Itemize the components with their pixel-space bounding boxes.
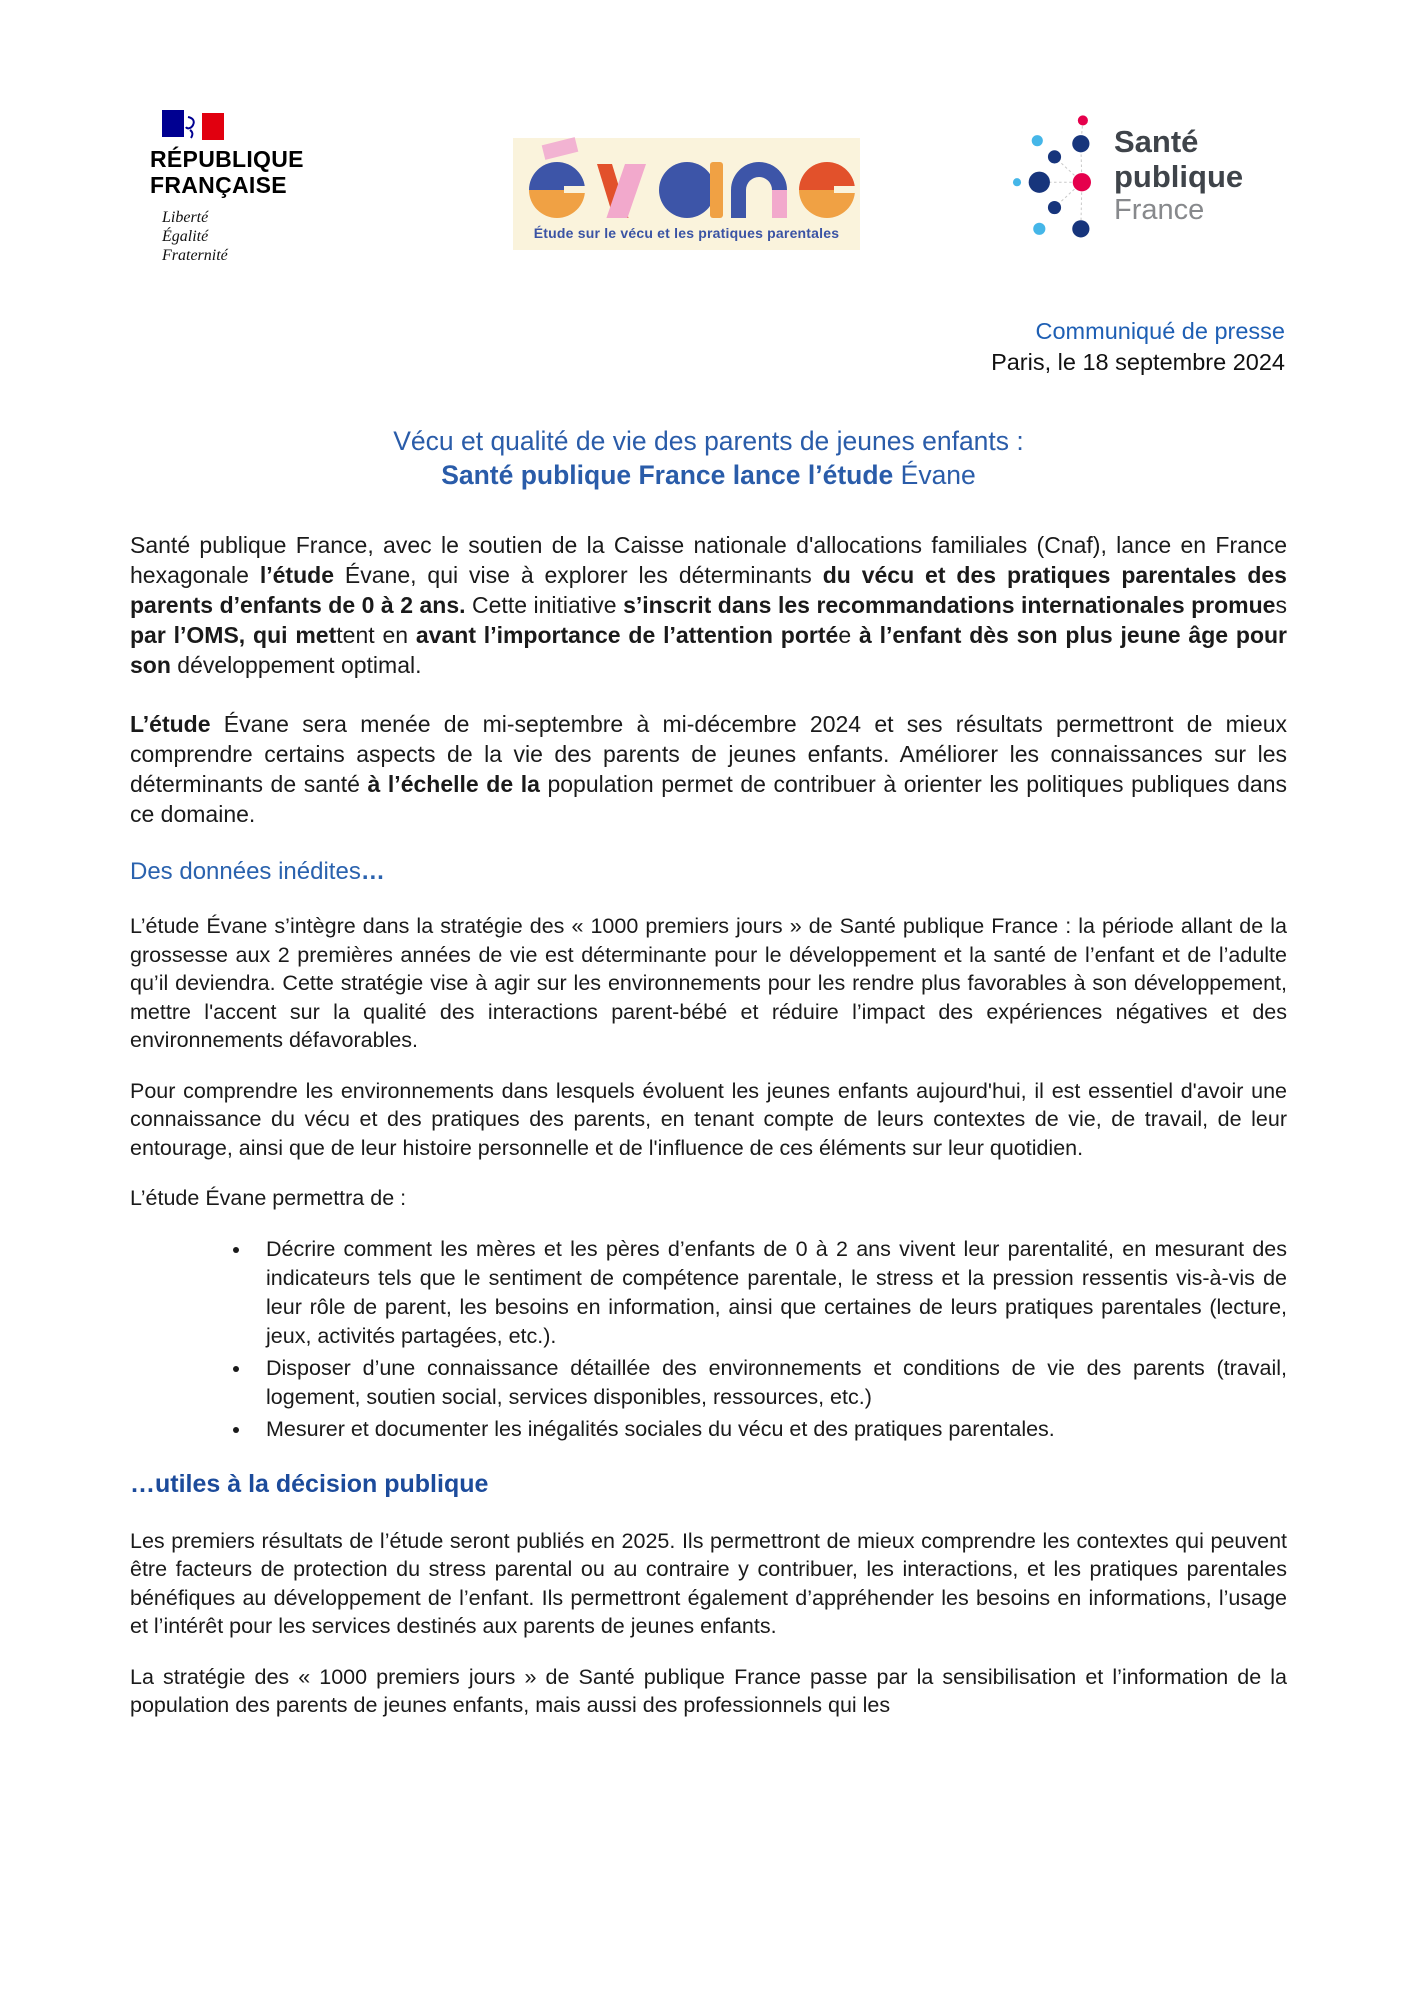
evane-letter-e1 [529,162,585,218]
page-title [130,424,1287,492]
section-heading-donnees-inedites: Des données inédites… [130,858,385,885]
article [130,424,1287,1742]
section-heading-decision-publique: …utiles à la décision publique [130,1469,489,1498]
press-meta [991,316,1285,378]
evane-letter-accent [542,137,579,160]
rf-name-line1: RÉPUBLIQUE [150,146,304,172]
article-body [130,530,1287,1720]
spf-text-sante: Santé [1114,124,1199,159]
spf-text-france: France [1114,194,1205,226]
evane-tagline: Étude sur le vécu et les pratiques parentales [533,225,840,241]
evane-letter-a-bar [710,162,723,218]
rf-motto [162,208,304,265]
spf-text-publique: publique [1114,159,1244,194]
press-release-label: Communiqué de presse [1035,318,1285,344]
evane-wordmark [513,138,860,220]
title-line2-bold: Santé publique France lance l’étude [441,460,894,490]
bullet-item: • Disposer d’une connaissance détaillée des environnements et conditions de vie des parents (travail, logement, soutien social, services disponibles, ressources, etc.) [252,1354,1287,1412]
objectifs-list [130,1235,1287,1444]
intro-paragraph-2: L’étude Évane sera menée de mi-septembre à mi-décembre 2024 et ses résultats permettront de mieux comprendre certains aspects de la vie des parents de jeunes enfants. Améliorer les connaissances sur les déterminants de santé à l’échelle de la population permet de contribuer à orienter les politiques publiques dans ce domaine. [130,711,1287,827]
sante-publique-france-logo [998,90,1243,242]
spf-network-icon [998,90,1110,242]
republique-francaise-logo [150,108,304,265]
french-flag-icon [162,108,226,142]
motto-liberte: Liberté [162,209,209,226]
motto-egalite: Égalité [162,228,209,245]
evane-logo [513,138,860,250]
intro-paragraph-1: Santé publique France, avec le soutien de la Caisse nationale d'allocations familiales (Cnaf), lance en France hexagonale l’étude Évane, qui vise à explorer les déterminants du vécu et des pratiques parentales des parents d’enfants de 0 à 2 ans. Cette initiative s’inscrit dans les recommandations internationales promues par l’OMS, qui mettent en avant l’importance de l’attention portée à l’enfant dès son plus jeune âge pour son développement optimal. [130,532,1287,678]
paragraph-liste-intro: L’étude Évane permettra de : [130,1186,407,1210]
dateline: Paris, le 18 septembre 2024 [991,349,1285,375]
spf-logo-text [1114,124,1243,227]
title-line1: Vécu et qualité de vie des parents de jeunes enfants : [393,426,1024,456]
bullet-item: • Mesurer et documenter les inégalités sociales du vécu et des pratiques parentales. [252,1415,1287,1444]
evane-letter-e2 [799,162,855,218]
title-line2-regular: Évane [893,460,976,490]
evane-letter-a [659,162,715,218]
rf-logo-name [150,146,304,198]
bullet-item: • Décrire comment les mères et les pères d’enfants de 0 à 2 ans vivent leur parentalité, en mesurant des indicateurs tels que le sentiment de compétence parentale, le stress et la pression ressentis vis-à-vis de leur rôle de parent, les besoins en information, ainsi que certaines de leurs pratiques parentales (lecture, jeux, activités partagées, etc.). [252,1235,1287,1351]
paragraph-sensibilisation: La stratégie des « 1000 premiers jours » de Santé publique France passe par la sensibilisation et l’information de la population des parents de jeunes enfants, mais aussi des professionnels qui les [130,1664,1287,1717]
paragraph-premiers-resultats: Les premiers résultats de l’étude seront publiés en 2025. Ils permettront de mieux comprendre les contextes qui peuvent être facteurs de protection du stress parental ou au contraire y contribuer, les interactions, et les pratiques parentales bénéfiques au développement de l’enfant. Ils permettront également d’appréhender les besoins en informations, l’usage et l’intérêt pour les services destinés aux parents de jeunes enfants. [130,1528,1287,1638]
rf-name-line2: FRANÇAISE [150,172,287,198]
motto-fraternite: Fraternité [162,247,228,264]
evane-letter-n-leg [772,190,787,218]
paragraph-environnements: Pour comprendre les environnements dans lesquels évoluent les jeunes enfants aujourd'hui, il est essentiel d'avoir une connaissance du vécu et des pratiques des parents, en tenant compte de leurs contextes de vie, de travail, de leur entourage, ainsi que de leur histoire personnelle et de l'influence de ces éléments sur leur quotidien. [130,1078,1287,1160]
paragraph-strategie-1000-jours: L’étude Évane s’intègre dans la stratégie des « 1000 premiers jours » de Santé publique France : la période allant de la grossesse aux 2 premières années de vie est déterminante pour le développement et la santé de l’enfant et de l’adulte qu’il deviendra. Cette stratégie vise à agir sur les environnements pour les rendre plus favorables à son développement, mettre l'accent sur la qualité des interactions parent-bébé et réduire l’impact des expériences négatives et des environnements défavorables. [130,914,1287,1052]
